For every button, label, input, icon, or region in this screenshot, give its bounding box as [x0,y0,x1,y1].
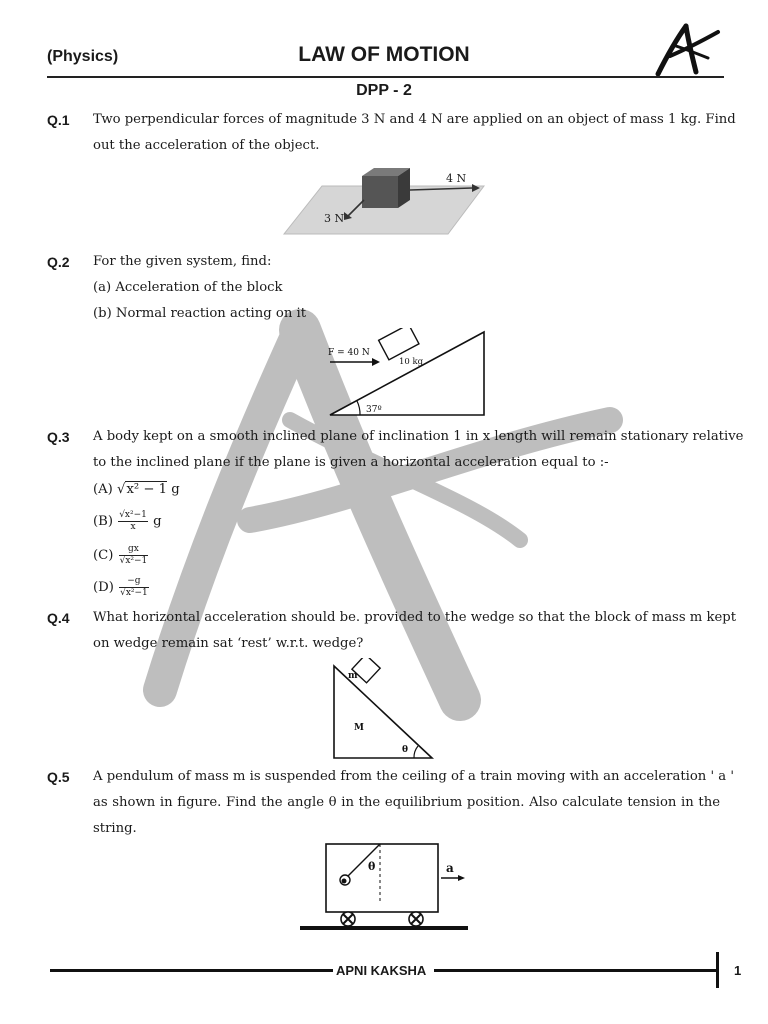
option-c: (C) $\frac{gx}{\text{√x²−1}}$ [93,544,148,566]
wedge-M-label: M [354,723,364,733]
question-text: string. [93,821,137,836]
acceleration-label: a [446,861,454,875]
header-rule [47,76,724,78]
footer-brand: APNI KAKSHA [336,963,427,978]
option-d: (D) $\frac{-g}{\text{√x²−1}}$ [93,576,148,598]
question-text: A body kept on a smooth inclined plane of inclination 1 in x length will remain stationary relative [93,429,744,444]
question-text: A pendulum of mass m is suspended from the ceiling of a train moving with an acceleration ' a ' [93,769,734,784]
block-m-label: m [348,671,358,681]
option-a-expr: x² − 1 [126,482,167,497]
question-text: to the inclined plane if the plane is given a horizontal acceleration equal to :- [93,455,609,470]
q5-train-figure [296,840,472,936]
question-number: Q.4 [47,610,70,626]
brand-logo [650,22,722,78]
force-label-3n: 3 N [324,212,345,225]
page-title: LAW OF MOTION [298,43,470,66]
q2-incline-figure [322,328,492,420]
q1-forces-figure [280,162,490,242]
question-text: For the given system, find: [93,254,272,269]
question-text: (b) Normal reaction acting on it [93,306,307,321]
question-text: as shown in figure. Find the angle θ in the equilibrium position. Also calculate tension in the [93,795,720,810]
force-label-4n: 4 N [446,172,467,185]
option-a: (A) √x² − 1 g [93,482,180,497]
question-number: Q.1 [47,112,70,128]
footer-rule-right [434,969,716,972]
question-number: Q.5 [47,769,70,785]
sheet-title: DPP - 2 [356,82,412,99]
block-mass-label: 10 kg [399,357,424,367]
footer-rule-left [50,969,333,972]
question-text: (a) Acceleration of the block [93,280,283,295]
option-b: (B) $\frac{\text{√x²−1}}{x}$ g [93,510,162,532]
question-text: Two perpendicular forces of magnitude 3 N and 4 N are applied on an object of mass 1 kg. Find [93,112,736,127]
question-number: Q.2 [47,254,70,270]
footer-divider [716,952,719,988]
question-text: on wedge remain sat ‘rest’ w.r.t. wedge? [93,636,364,651]
angle-label: 37º [366,405,382,415]
question-number: Q.3 [47,429,70,445]
q4-wedge-figure [330,658,440,762]
question-text: What horizontal acceleration should be. provided to the wedge so that the block of mass m kept [93,610,737,625]
page-number: 1 [734,963,742,978]
pendulum-angle-label: θ [368,860,376,873]
subject-label: (Physics) [47,48,119,65]
question-text: out the acceleration of the object. [93,138,320,153]
wedge-angle-label: θ [402,745,409,755]
applied-force-label: F = 40 N [328,348,370,358]
